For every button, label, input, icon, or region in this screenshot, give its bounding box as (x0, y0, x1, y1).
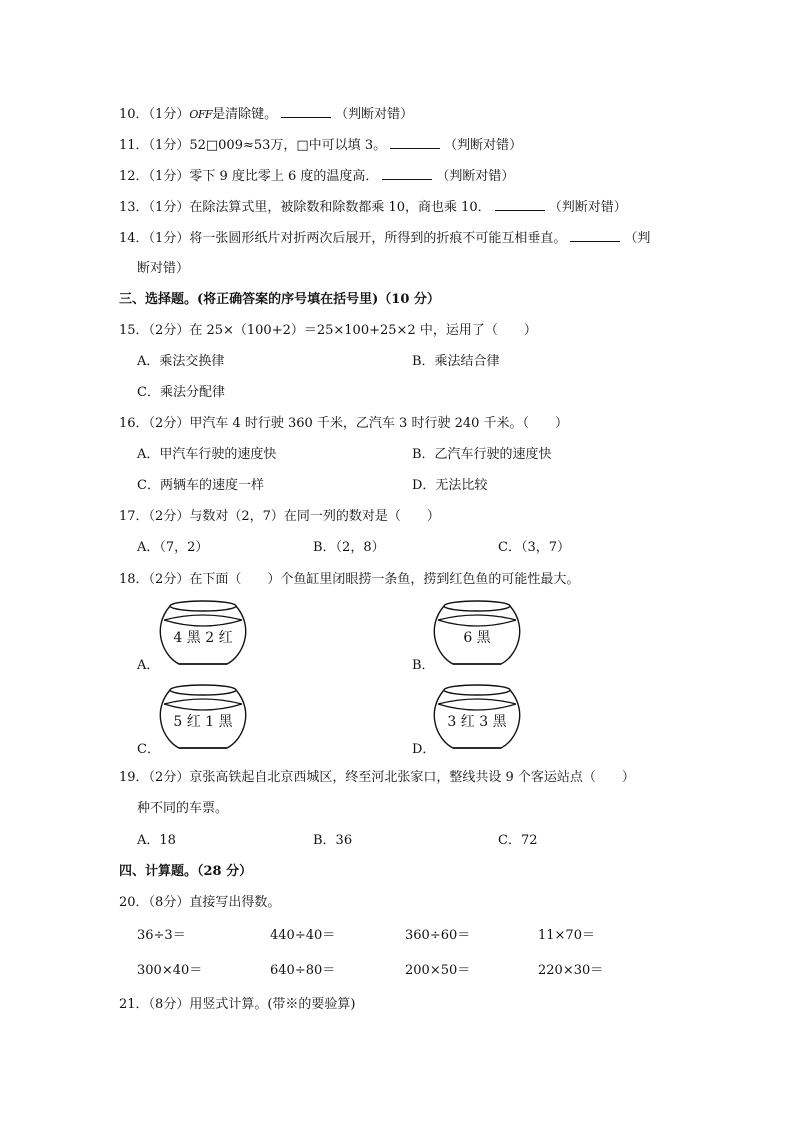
question-14: 14．（1分）将一张圆形纸片对折两次后展开，所得到的折痕不可能互相垂直。 （判 (119, 231, 651, 246)
q17-option-b[interactable]: B．（2，8） (313, 540, 385, 555)
off-key-icon: OFF (189, 108, 213, 121)
calc-item: 220×30＝ (538, 963, 604, 978)
question-14-cont: 断对错） (137, 261, 190, 276)
calc-item: 640÷80＝ (270, 963, 336, 978)
q15-option-a[interactable]: A．乘法交换律 (137, 354, 225, 369)
q16-option-d[interactable]: D．无法比较 (412, 478, 488, 493)
bowl-label: 3 红 3 黑 (447, 714, 507, 730)
calc-item: 300×40＝ (137, 963, 203, 978)
question-18-stem: 18．（2分）在下面（ ）个鱼缸里闭眼捞一条鱼，捞到红色鱼的可能性最大。 (119, 572, 580, 587)
q18-option-c[interactable]: C． (137, 742, 160, 757)
q16-option-c[interactable]: C．两辆车的速度一样 (137, 478, 264, 493)
answer-blank[interactable] (570, 230, 620, 242)
q16-option-b[interactable]: B．乙汽车行驶的速度快 (412, 447, 552, 462)
fish-bowl-d[interactable] (433, 682, 521, 752)
q15-option-c[interactable]: C．乘法分配律 (137, 385, 225, 400)
fish-bowl-b[interactable] (433, 598, 521, 668)
calc-item: 440÷40＝ (270, 928, 336, 943)
answer-blank[interactable] (495, 199, 545, 211)
section-4-title: 四、计算题。（28 分） (119, 864, 253, 879)
q18-option-a[interactable]: A． (137, 658, 160, 673)
bowl-label: 5 红 1 黑 (173, 714, 233, 730)
question-12: 12．（1分）零下 9 度比零上 6 度的温度高． （判断对错） (119, 169, 515, 184)
question-20-stem: 20．（8分）直接写出得数。 (119, 895, 281, 910)
question-19-stem-cont: 种不同的车票。 (137, 801, 229, 816)
question-15-stem: 15．（2分）在 25×（100+2）＝25×100+25×2 中，运用了（ ） (119, 323, 537, 338)
calc-item: 200×50＝ (405, 963, 471, 978)
answer-blank[interactable] (382, 168, 432, 180)
calc-item: 360÷60＝ (405, 928, 471, 943)
q17-option-a[interactable]: A．（7，2） (137, 540, 209, 555)
calc-item: 11×70＝ (538, 928, 595, 943)
section-3-title: 三、选择题。(将正确答案的序号填在括号里)（10 分） (119, 292, 440, 307)
answer-blank[interactable] (390, 137, 440, 149)
bowl-label: 4 黑 2 红 (173, 630, 233, 646)
question-11: 11．（1分）52□009≈53万，□中可以填 3。 （判断对错） (119, 138, 523, 153)
fish-bowl-c[interactable] (159, 682, 247, 752)
question-10: 10．（1分）OFF是清除键。 （判断对错） (119, 107, 414, 122)
q17-option-c[interactable]: C．（3，7） (498, 540, 570, 555)
q18-option-d[interactable]: D． (412, 742, 436, 757)
question-21-stem: 21．（8分）用竖式计算。(带※的要验算) (119, 997, 356, 1012)
q16-option-a[interactable]: A．甲汽车行驶的速度快 (137, 447, 277, 462)
calc-item: 36÷3＝ (137, 928, 186, 943)
question-19-stem: 19．（2分）京张高铁起自北京西城区，终至河北张家口，整线共设 9 个客运站点（ ） (119, 770, 635, 785)
bowl-label: 6 黑 (463, 630, 491, 646)
fish-bowl-a[interactable] (159, 598, 247, 668)
answer-blank[interactable] (281, 106, 331, 118)
q19-option-b[interactable]: B．36 (313, 833, 353, 848)
question-17-stem: 17．（2分）与数对（2，7）在同一列的数对是（ ） (119, 509, 440, 524)
q19-option-c[interactable]: C．72 (498, 833, 538, 848)
q19-option-a[interactable]: A．18 (137, 833, 176, 848)
question-13: 13．（1分）在除法算式里，被除数和除数都乘 10，商也乘 10． （判断对错） (119, 200, 627, 215)
q15-option-b[interactable]: B．乘法结合律 (412, 354, 500, 369)
q18-option-b[interactable]: B． (412, 658, 435, 673)
question-16-stem: 16．（2分）甲汽车 4 时行驶 360 千米，乙汽车 3 时行驶 240 千米。（ ） (119, 416, 569, 431)
